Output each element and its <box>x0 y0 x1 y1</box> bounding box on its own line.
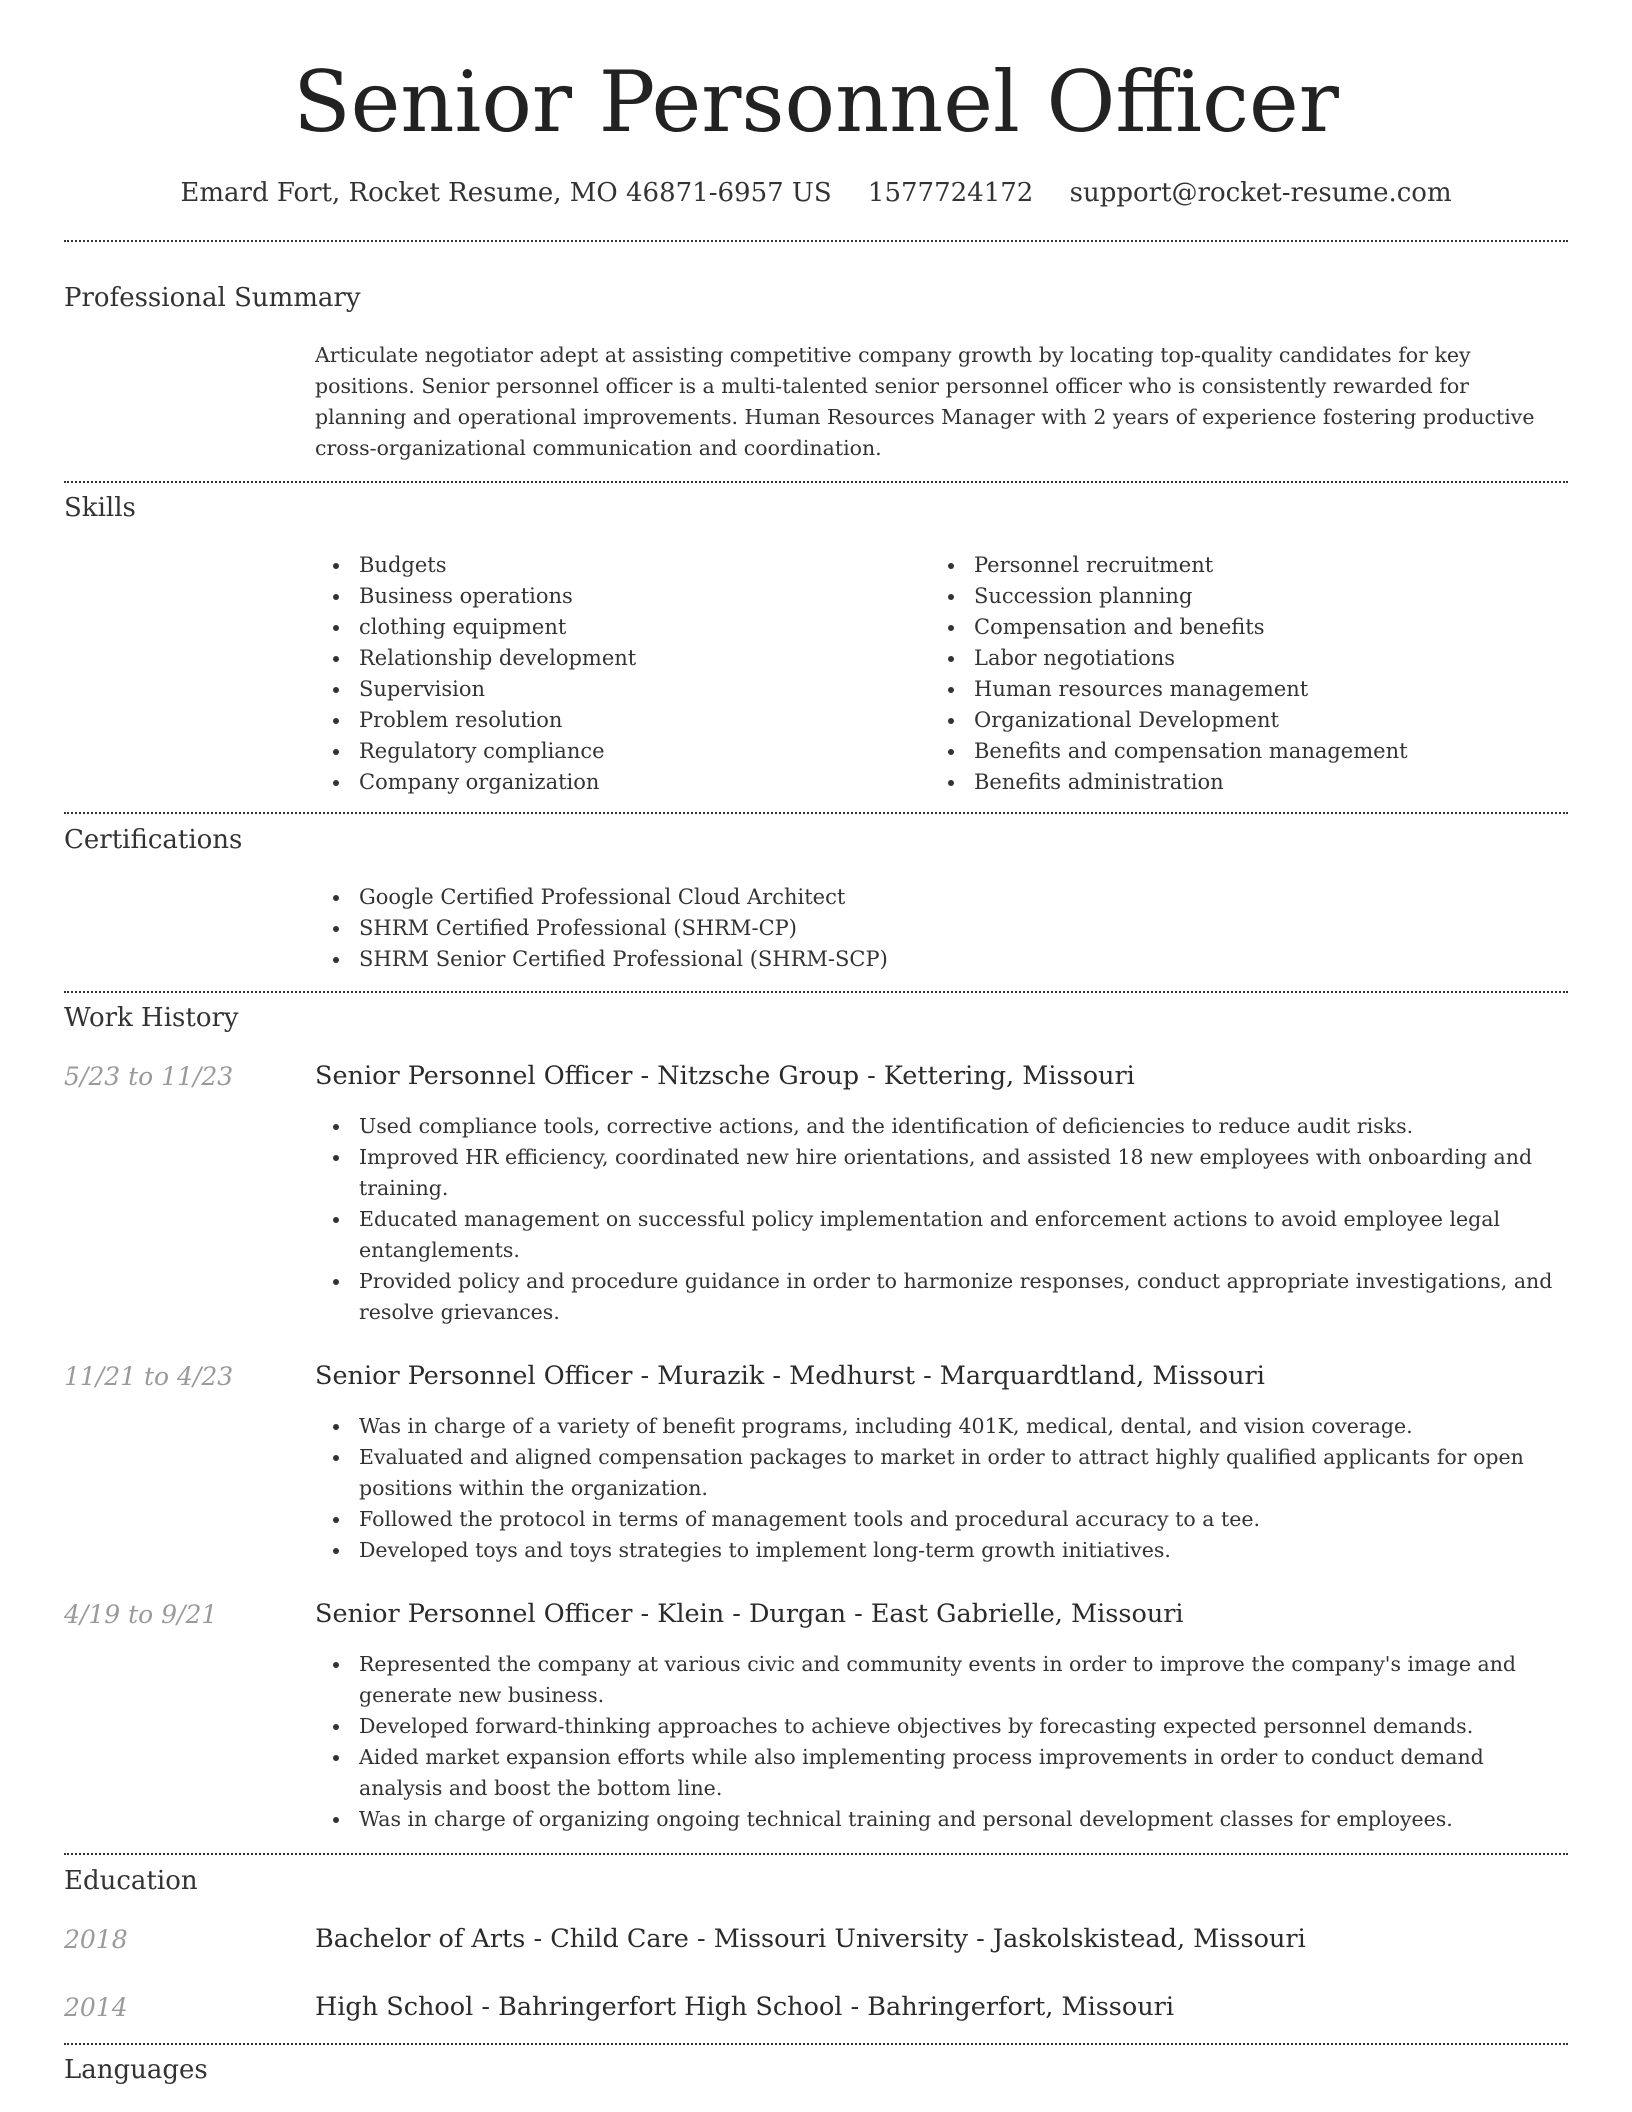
job-bullet: Was in charge of organizing ongoing technical training and personal development classes for employees. <box>315 1804 1565 1835</box>
skill-item: Benefits administration <box>930 767 1570 798</box>
job-bullets <box>315 1111 1565 1328</box>
education-degree: Bachelor of Arts - Child Care - Missouri University - Jaskolskistead, Missouri <box>315 1924 1306 1954</box>
job-dates: 11/21 to 4/23 <box>64 1362 234 1391</box>
skill-item: Benefits and compensation management <box>930 736 1570 767</box>
skill-item: Compensation and benefits <box>930 612 1570 643</box>
skill-item: clothing equipment <box>315 612 875 643</box>
skills-list-right <box>930 550 1570 798</box>
job-bullets <box>315 1411 1565 1566</box>
resume-name: Senior Personnel Officer <box>293 53 1339 151</box>
skill-item: Problem resolution <box>315 705 875 736</box>
job-dates: 4/19 to 9/21 <box>64 1600 218 1629</box>
job-bullet: Evaluated and aligned compensation packages to market in order to attract highly qualified applicants for open positions within the organization. <box>315 1442 1565 1504</box>
skill-item: Personnel recruitment <box>930 550 1570 581</box>
education-year: 2014 <box>64 1993 128 2022</box>
job-bullet: Improved HR efficiency, coordinated new hire orientations, and assisted 18 new employees with onboarding and training. <box>315 1142 1565 1204</box>
job-title: Senior Personnel Officer - Klein - Durgan - East Gabrielle, Missouri <box>315 1599 1184 1629</box>
skill-item: Labor negotiations <box>930 643 1570 674</box>
contact-phone: 1577724172 <box>867 178 1034 208</box>
skill-item: Company organization <box>315 767 875 798</box>
job-bullet: Developed toys and toys strategies to implement long-term growth initiatives. <box>315 1535 1565 1566</box>
job-bullet: Represented the company at various civic and community events in order to improve the company's image and generate new business. <box>315 1649 1565 1711</box>
certification-item: Google Certified Professional Cloud Architect <box>315 882 1515 913</box>
section-title-certifications: Certifications <box>64 825 243 855</box>
contact-email: support@rocket-resume.com <box>1069 178 1452 208</box>
skill-item: Business operations <box>315 581 875 612</box>
job-bullet: Aided market expansion efforts while also implementing process improvements in order to conduct demand analysis and boost the bottom line. <box>315 1742 1565 1804</box>
certification-item: SHRM Senior Certified Professional (SHRM-SCP) <box>315 944 1515 975</box>
certification-item: SHRM Certified Professional (SHRM-CP) <box>315 913 1515 944</box>
job-title: Senior Personnel Officer - Nitzsche Group - Kettering, Missouri <box>315 1061 1135 1091</box>
skill-item: Regulatory compliance <box>315 736 875 767</box>
section-title-skills: Skills <box>64 493 136 523</box>
section-title-languages: Languages <box>64 2055 208 2085</box>
divider <box>64 991 1568 993</box>
section-title-summary: Professional Summary <box>64 283 361 313</box>
divider <box>64 1853 1568 1855</box>
skill-item: Supervision <box>315 674 875 705</box>
contact-address: Emard Fort, Rocket Resume, MO 46871-6957 US <box>180 178 832 208</box>
education-year: 2018 <box>64 1925 128 1954</box>
job-bullet: Educated management on successful policy implementation and enforcement actions to avoid employee legal entanglements. <box>315 1204 1565 1266</box>
certifications-list <box>315 882 1515 975</box>
job-bullets <box>315 1649 1565 1835</box>
divider <box>64 240 1568 242</box>
job-bullet: Provided policy and procedure guidance in order to harmonize responses, conduct appropriate investigations, and resolve grievances. <box>315 1266 1565 1328</box>
job-title: Senior Personnel Officer - Murazik - Medhurst - Marquardtland, Missouri <box>315 1361 1265 1391</box>
skill-item: Organizational Development <box>930 705 1570 736</box>
section-title-work-history: Work History <box>64 1003 239 1033</box>
skill-item: Succession planning <box>930 581 1570 612</box>
job-bullet: Followed the protocol in terms of management tools and procedural accuracy to a tee. <box>315 1504 1565 1535</box>
job-bullet: Was in charge of a variety of benefit programs, including 401K, medical, dental, and vision coverage. <box>315 1411 1565 1442</box>
divider <box>64 481 1568 483</box>
job-bullet: Used compliance tools, corrective actions, and the identification of deficiencies to reduce audit risks. <box>315 1111 1565 1142</box>
skill-item: Relationship development <box>315 643 875 674</box>
divider <box>64 812 1568 814</box>
job-bullet: Developed forward-thinking approaches to achieve objectives by forecasting expected personnel demands. <box>315 1711 1565 1742</box>
section-title-education: Education <box>64 1866 198 1896</box>
summary-text: Articulate negotiator adept at assisting competitive company growth by locating top-quality candidates for key positions. Senior personnel officer is a multi-talented senior personnel officer who is consistently rewarded for planning and operational improvements. Human Resources Manager with 2 years of experience fostering productive cross-organizational communication and coordination. <box>315 343 1535 460</box>
contact-line <box>0 176 1632 210</box>
skills-list-left <box>315 550 875 798</box>
skill-item: Budgets <box>315 550 875 581</box>
skill-item: Human resources management <box>930 674 1570 705</box>
divider <box>64 2043 1568 2045</box>
education-degree: High School - Bahringerfort High School - Bahringerfort, Missouri <box>315 1992 1175 2022</box>
job-dates: 5/23 to 11/23 <box>64 1062 234 1091</box>
